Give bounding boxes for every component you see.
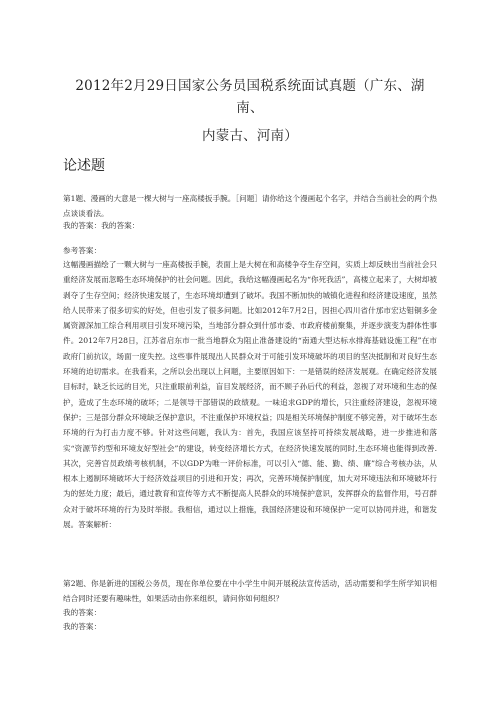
section-heading: 论述题 bbox=[63, 158, 105, 174]
question-1-reference-answer: 这幅漫画描绘了一颗大树与一座高楼扳手腕，表面上是大树在和高楼争夺生存空间，实质上却反映出当前社会只重经济发展而忽略生态环境保护的社会问题。因此，我给这幅漫画起名为“你死我活”，高楼立起来了，大树却被剥夺了生存空间；经济快速发展了，生态环境却遭到了破坏。我国不断加快的城镇化进程和经济建设速度，虽然给人民带来了很多切实的好处，但也引发了很多问题。比如2012年7月2日，因担心四川省什邡市宏达钼铜多金属资源深加工综合利用项目引发环境污染，当地部分群众到什邡市委、市政府楼前聚集，并逐步演变为群体性事件。2012年7月28日，江苏省启东市一批当地群众为阻止准备建设的“南通大型达标水排海基础设施工程”在市政府门前抗议，场面一度失控。这些事件展现出人民群众对于可能引发环境破坏的项目的坚决抵制和对良好生态环境的迫切需求。在我看来，之所以会出现以上问题，主要原因如下：一是错误的经济发展观。在确定经济发展目标时，缺乏长远的目光，只注重眼前利益，盲目发展经济，而不顾子孙后代的利益，忽视了对环境和生态的保护，造成了生态环境的破坏；二是领导干部错误的政绩观。一味追求GDP的增长，只注重经济建设，忽视环境保护；三是部分群众环境缺乏保护意识，不注重保护环境权益；四是相关环境保护制度不够完善，对于破坏生态环境的行为打击力度不够。针对这些问题，我认为：首先，我国应该坚持可持续发展战略，进一步推进和落实“资源节约型和环境友好型社会”的建设，转变经济增长方式，在经济快速发展的同时,生态环境也能得到改善. 其次，完善官员政绩考核机制，不以GDP为唯一评价标准，可以引入“德、能、勤、绩、廉”综合考核办法，从根本上遏制环境破坏大于经济效益项目的引进和开发；再次，完善环境保护制度，加大对环境违法和环境破坏行为的惩处力度；最后，通过教育和宣传等方式不断提高人民群众的环境保护意识，发挥群众的监督作用，号召群众对于破坏环境的行为及时举报。我相信，通过以上措施，我国经济建设和环境保护一定可以协同并进，和谐发展。答案解析： bbox=[63, 260, 437, 530]
document-title-line-2: 南、 bbox=[236, 100, 264, 116]
question-2-my-answer-1: 我的答案： bbox=[63, 608, 102, 617]
question-1-text: 第1题、漫画的大意是一棵大树与一座高楼扳手腕。［问题］请你给这个漫画起个名字，并结合当前社会的两个热点谈谈看法。 bbox=[63, 194, 437, 219]
document-title-line-3: 内蒙古、河南） bbox=[202, 128, 298, 144]
question-1-my-answer: 我的答案：我的答案： bbox=[63, 221, 140, 230]
question-1-reference-label: 参考答案： bbox=[63, 246, 102, 255]
document-title-line-1: 2012年2月29日国家公务员国税系统面试真题（广东、湖 bbox=[75, 78, 425, 94]
question-2-my-answer-2: 我的答案： bbox=[63, 622, 102, 631]
question-2-text: 第2题、你是新进的国税公务员，现在你单位要在中小学生中间开展税法宣传活动，活动需要和学生所学知识相结合同时还要有趣味性，如果活动由你来组织，请问你如何组织？ bbox=[63, 579, 437, 604]
